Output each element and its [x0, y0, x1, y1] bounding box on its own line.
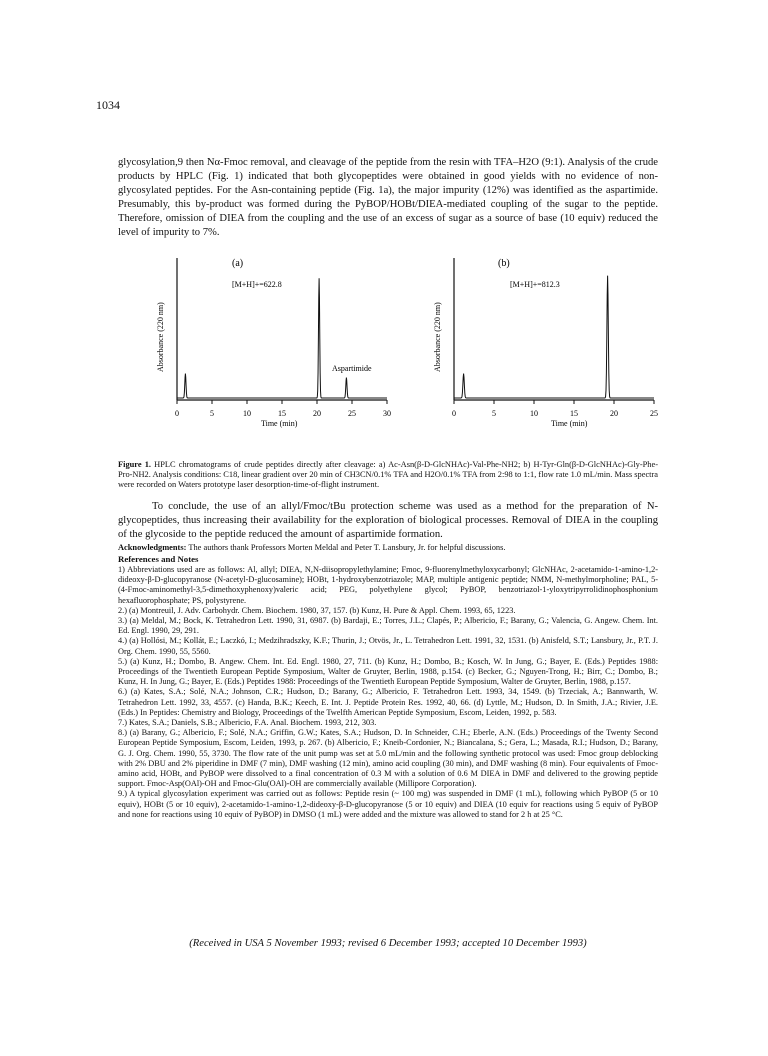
panel-a-x-tick-label: 0	[175, 409, 179, 418]
panel-a-trace	[177, 278, 387, 398]
panel-a-ticks	[175, 400, 391, 418]
reference-item: 2.) (a) Montreuil, J. Adv. Carbohydr. Chem. Biochem. 1980, 37, 157. (b) Kunz, H. Pure & Appl. Chem. 1993, 65, 1223.	[118, 605, 516, 615]
reference-item: 7.) Kates, S.A.; Daniels, S.B.; Albericio, F.A. Anal. Biochem. 1993, 212, 303.	[118, 718, 377, 728]
panel-b	[433, 258, 658, 428]
reference-item: 6.) (a) Kates, S.A.; Solé, N.A.; Johnson, C.R.; Hudson, D.; Barany, G.; Albericio, F. Tetrahedron Lett. 1993, 34, 1549. (b) Trzeciak, A.; Bannwarth, W. Tetrahedron Lett. 1992, 33, 4557. (c) Handa, B.K.; Keech, E. Int. J. Peptide Protein Res. 1992, 40, 66. (d) Lyttle, M.; Hudson, D. In Smith, J.A.; Rivier, J.E. (Eds.) In Peptides: Chemistry and Biology, Proceedings of the Twelfth American Peptide Symposium, Escom, Leiden, 1992, p. 583.	[118, 687, 658, 717]
figure-1	[140, 254, 680, 490]
panel-b-trace	[454, 276, 654, 398]
panel-b-x-tick-label: 10	[530, 409, 538, 418]
reference-item: 5.) (a) Kunz, H.; Dombo, B. Angew. Chem. Int. Ed. Engl. 1980, 27, 711. (b) Kunz, H.; Dombo, B.; Kosch, W. In Jung, G.; Bayer, E. (Eds.) Peptides 1988: Proceedings of the Twentieth European Peptide Symposium, Walter de Gruyter, Berlin, 1988, p.154. (c) Becker, G.; Nguyen-Trong, H.; Birr, C.; Dombo, B.; Kunz, H. In Jung, G.; Bayer, E. (Eds.) Peptides 1988: Proceedings of the Twentieth European Peptide Symposium, Walter de Gruyter, Berlin, 1988, p.157.	[118, 656, 658, 687]
caption-text: HPLC chromatograms of crude peptides directly after cleavage: a) Ac-Asn(β-D-GlcNHAc)-Val-Phe-NH2; b) H-Tyr-Gln(β-D-GlcNHAc)-Gly-Phe-Pro-NH2. Analysis conditions: C18, linear gradient over 20 min of CH3CN/0.1% TFA and H2O/0.1% TFA from 2:98 to 1:1, flow rate 1.0 mL/min. Mass spectra were recorded on Waters prototype laser desorption-time-of-flight instrument.	[118, 460, 658, 489]
figure-caption	[118, 460, 658, 490]
reference-item: 4.) (a) Hollósi, M.; Kollát, E.; Laczkó, I.; Medzihradszky, K.F.; Thurin, J.; Otvös, Jr., L. Tetrahedron Lett. 1991, 32, 1531. (b) Anisfeld, S.T.; Lansbury, Jr., P.T. J. Org. Chem. 1990, 55, 5560.	[118, 636, 658, 656]
panel-a-x-label: Time (min)	[261, 419, 298, 428]
caption-label: Figure 1.	[118, 460, 152, 469]
panel-b-mass-label: [M+H]+=812.3	[510, 280, 560, 289]
panel-b-x-tick-label: 0	[452, 409, 456, 418]
panel-b-x-tick-label: 15	[570, 409, 578, 418]
panel-a-x-tick-label: 10	[243, 409, 251, 418]
panel-a	[156, 258, 391, 428]
panel-b-ticks	[452, 400, 658, 418]
panel-a-aspartimide-label: Aspartimide	[332, 364, 372, 373]
panel-b-x-tick-label: 25	[650, 409, 658, 418]
panel-a-mass-label: [M+H]+=622.8	[232, 280, 282, 289]
reference-item: 8.) (a) Barany, G.; Albericio, F.; Solé, N.A.; Griffin, G.W.; Kates, S.A.; Hudson, D. In Schneider, C.H.; Eberle, A.N. (Eds.) Proceedings of the Twenty Second European Peptide Symposium, Escom, Leiden, 1993, p. 267. (b) Albericio, F.; Kneib-Cordonier, N.; Biancalana, S.; Gera, L.; Masada, R.I.; Hudson, D.; Barany, G. J. Org. Chem. 1990, 55, 3730. The flow rate of the unit pump was set at 5.0 mL/min and the following synthetic protocol was used: Fmoc group deblocking with 2% DBU and 2% piperidine in DMF (7 min), DMF washing (12 min), amino acid coupling (30 min), and DMF washing (8 min). Four equivalents of Fmoc-amino acid, HOBt, and PyBOP were dissolved to a final concentration of 0.3 M with a solution of 0.6 M DIEA in DMF and delivered to the growing peptide support. Fmoc-Asp(OAl)-OH and Fmoc-Glu(OAl)-OH are commercially available (Millipore Corporation).	[118, 728, 658, 789]
conclusion-section	[118, 500, 658, 542]
acknowledgments-text: The authors thank Professors Morten Meldal and Peter T. Lansbury, Jr. for helpful discussions.	[188, 543, 506, 552]
panel-a-y-label: Absorbance (220 nm)	[156, 302, 165, 372]
reference-item: 9.) A typical glycosylation experiment was carried out as follows: Peptide resin (~ 100 mg) was suspended in DMF (1 mL), following which PyBOP (5 or 10 equiv), HOBt (5 or 10 equiv), 2-acetamido-1-amino-1,2-dideoxy-β-D-glucopyranose (5 or 10 equiv) and DIEA (10 equiv for reactions using 5 equiv of PyBOP and none for reactions using 10 equiv of PyBOP) in DMSO (1 mL) were added and the mixture was allowed to stand for 2 h at 25 °C.	[118, 789, 658, 819]
panel-b-y-label: Absorbance (220 nm)	[433, 302, 442, 372]
panel-a-x-tick-label: 15	[278, 409, 286, 418]
panel-a-x-tick-label: 25	[348, 409, 356, 418]
panel-b-x-tick-label: 5	[492, 409, 496, 418]
hplc-chromatograms	[140, 254, 680, 464]
acknowledgments-label: Acknowledgments:	[118, 543, 187, 552]
reference-item: 1) Abbreviations used are as follows: Al, allyl; DIEA, N,N-diisopropylethylamine; Fmoc, 9-fluorenylmethyloxycarbonyl; GlcNHAc, 2-acetamido-1-amino-1,2-dideoxy-β-D-glucopyranose (N-acetyl-D-glucosamine); HOBt, 1-hydroxybenzotriazole; MAP, multiple antigenic peptide; NMM, N-methylmorpholine; PAL, 5-(4-Fmoc-aminomethyl-3,5-dimethoxyphenoxy)valeric acid; PEG, polyethylene glycol; PyBOP, benzotriazol-1-yloxytripyrrolidinophosphonium hexafluorophosphate; PS, polystyrene.	[118, 565, 658, 605]
page-number: 1034	[96, 98, 120, 112]
panel-a-label: (a)	[232, 258, 244, 269]
received-dates: (Received in USA 5 November 1993; revised 6 December 1993; accepted 10 December 1993)	[189, 938, 587, 949]
conclusion-paragraph: To conclude, the use of an allyl/Fmoc/tBu protection scheme was used as a method for the preparation of N-glycopeptides, thus increasing their availability for the exploration of biological processes. Removal of DIEA in the coupling of the glycoside to the peptide reduced the amount of aspartimide formation.	[118, 501, 658, 541]
panel-a-x-tick-label: 5	[210, 409, 214, 418]
reference-item: 3.) (a) Meldal, M.; Bock, K. Tetrahedron Lett. 1990, 31, 6987. (b) Bardaji, E.; Torres, J.L.; Clapés, P.; Albericio, F.; Barany, G.; Valencia, G. Angew. Chem. Int. Ed. Engl. 1990, 29, 291.	[118, 616, 658, 636]
panel-b-x-tick-label: 20	[610, 409, 618, 418]
panel-a-x-tick-label: 20	[313, 409, 321, 418]
panel-a-x-tick-label: 30	[383, 409, 391, 418]
panel-b-x-label: Time (min)	[551, 419, 588, 428]
references-list	[118, 565, 658, 820]
acknowledgments	[118, 543, 658, 553]
intro-paragraph: glycosylation,9 then Nα-Fmoc removal, and cleavage of the peptide from the resin with TFA–H2O (9:1). Analysis of the crude products by HPLC (Fig. 1) indicated that both glycopeptides were obtained in good yields with no evidence of non-glycosylated peptides. For the Asn-containing peptide (Fig. 1a), the major impurity (12%) was identified as the aspartimide. Presumably, this by-product was formed during the PyBOP/HOBt/DIEA-mediated coupling of the sugar to the peptide. Therefore, omission of DIEA from the coupling and the use of an excess of sugar as a source of base (10 equiv) reduced the level of impurity to 7%.	[118, 157, 658, 239]
panel-b-label: (b)	[498, 258, 510, 269]
references-heading: References and Notes	[118, 554, 199, 564]
